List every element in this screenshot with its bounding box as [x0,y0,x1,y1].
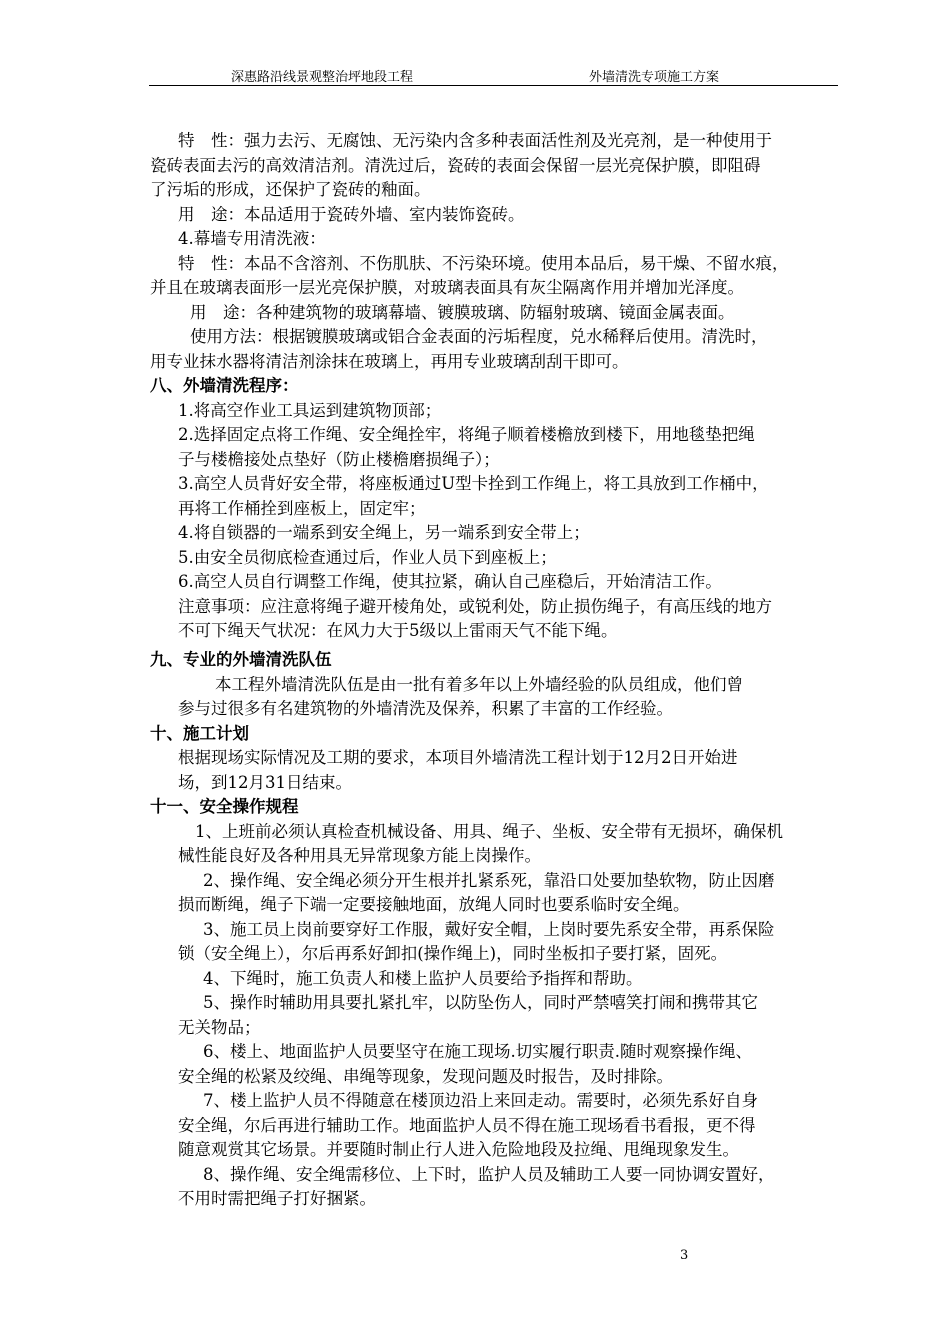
section-heading: 十、施工计划 [150,724,249,743]
text-line: 2、操作绳、安全绳必须分开生根并扎紧系死，靠沿口处要加垫软物，防止因磨 [203,871,775,890]
text-line: 用专业抹水器将清洁剂涂抹在玻璃上，再用专业玻璃刮刮干即可。 [150,352,629,371]
text-line: 使用方法：根据镀膜玻璃或铝合金表面的污垢程度，兑水稀释后使用。清洗时， [190,327,768,346]
text-line: 6、楼上、地面监护人员要坚守在施工现场.切实履行职责.随时观察操作绳、 [203,1042,752,1061]
text-line: 注意事项：应注意将绳子避开棱角处，或锐利处，防止损伤绳子，有高压线的地方 [178,597,772,616]
header-document-title: 外墙清洗专项施工方案 [589,70,720,85]
text-line: 根据现场实际情况及工期的要求，本项目外墙清洗工程计划于12月2日开始进 [178,748,738,767]
text-line: 场，到12月31日结束。 [178,773,352,792]
text-line: 8、操作绳、安全绳需移位、上下时，监护人员及辅助工人要一同协调安置好， [203,1165,775,1184]
page-number: 3 [680,1248,689,1263]
text-line: 2.选择固定点将工作绳、安全绳拴牢，将绳子顺着楼檐放到楼下，用地毯垫把绳 [178,425,755,444]
text-line: 特 性：本品不含溶剂、不伤肌肤、不污染环境。使用本品后，易干燥、不留水痕， [178,254,789,273]
text-line: 锁（安全绳上），尔后再系好卸扣(操作绳上)，同时坐板扣子要打紧，固死。 [178,944,728,963]
text-line: 4、下绳时，施工负责人和楼上监护人员要给予指挥和帮助。 [203,969,643,988]
text-line: 7、楼上监护人员不得随意在楼顶边沿上来回走动。需要时，必须先系好自身 [203,1091,758,1110]
text-line: 参与过很多有名建筑物的外墙清洗及保养，积累了丰富的工作经验。 [178,699,673,718]
text-line: 械性能良好及各种用具无异常现象方能上岗操作。 [178,846,541,865]
text-line: 不可下绳天气状况：在风力大于5级以上雷雨天气不能下绳。 [178,621,618,640]
text-line: 用 途：本品适用于瓷砖外墙、室内装饰瓷砖。 [178,205,525,224]
section-heading: 八、外墙清洗程序： [150,376,299,395]
text-line: 随意观赏其它场景。并要随时制止行人进入危险地段及拉绳、甩绳现象发生。 [178,1140,739,1159]
text-line: 安全绳的松紧及绞绳、串绳等现象，发现问题及时报告，及时排除。 [178,1067,673,1086]
text-line: 再将工作桶拴到座板上，固定牢； [178,499,426,518]
header-project-title: 深惠路沿线景观整治坪地段工程 [231,70,414,85]
text-line: 不用时需把绳子打好捆紧。 [178,1189,376,1208]
text-line: 并且在玻璃表面形一层光亮保护膜，对玻璃表面具有灰尘隔离作用并增加光泽度。 [150,278,744,297]
text-line: 子与楼檐接处点垫好（防止楼檐磨损绳子）； [178,450,500,469]
text-line: 特 性：强力去污、无腐蚀、无污染内含多种表面活性剂及光亮剂，是一种使用于 [178,131,772,150]
text-line: 了污垢的形成，还保护了瓷砖的釉面。 [150,180,431,199]
text-line: 5.由安全员彻底检查通过后，作业人员下到座板上； [178,548,557,567]
section-heading: 九、专业的外墙清洗队伍 [150,650,332,669]
text-line: 4.幕墙专用清洗液： [178,229,326,248]
text-line: 3.高空人员背好安全带，将座板通过U型卡拴到工作绳上，将工具放到工作桶中， [178,474,769,493]
text-line: 4.将自锁器的一端系到安全绳上，另一端系到安全带上； [178,523,590,542]
text-line: 本工程外墙清洗队伍是由一批有着多年以上外墙经验的队员组成，他们曾 [215,675,743,694]
text-line: 5、操作时辅助用具要扎紧扎牢，以防坠伤人，同时严禁嘻笑打闹和携带其它 [203,993,758,1012]
text-line: 3、施工员上岗前要穿好工作服，戴好安全帽，上岗时要先系安全带，再系保险 [203,920,775,939]
text-line: 无关物品； [178,1018,261,1037]
section-heading: 十一、安全操作规程 [150,797,299,816]
page-header [149,63,838,86]
text-line: 损而断绳，绳子下端一定要接触地面，放绳人同时也要系临时安全绳。 [178,895,690,914]
text-line: 1、上班前必须认真检查机械设备、用具、绳子、坐板、安全带有无损坏，确保机 [195,822,783,841]
text-line: 1.将高空作业工具运到建筑物顶部； [178,401,442,420]
text-line: 用 途：各种建筑物的玻璃幕墙、镀膜玻璃、防辐射玻璃、镜面金属表面。 [190,303,735,322]
text-line: 瓷砖表面去污的高效清洁剂。清洗过后，瓷砖的表面会保留一层光亮保护膜，即阻碍 [150,156,761,175]
text-line: 安全绳，尔后再进行辅助工作。地面监护人员不得在施工现场看书看报，更不得 [178,1116,756,1135]
text-line: 6.高空人员自行调整工作绳，使其拉紧，确认自己座稳后，开始清洁工作。 [178,572,722,591]
